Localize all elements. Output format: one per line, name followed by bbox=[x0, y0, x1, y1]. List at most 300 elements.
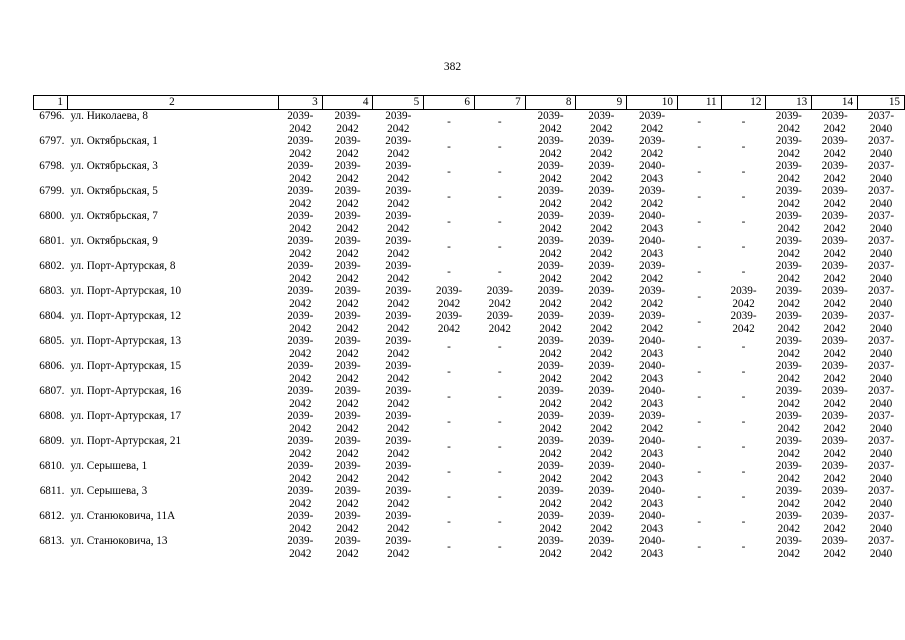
table-cell bbox=[373, 210, 424, 235]
cell-value: - bbox=[741, 141, 746, 153]
row-address: ул. Серышева, 1 bbox=[70, 460, 148, 472]
cell-value: 2039- 2042 bbox=[775, 535, 802, 560]
table-cell bbox=[278, 310, 322, 335]
table-row bbox=[34, 510, 905, 535]
table-cell bbox=[322, 160, 373, 185]
cell-value: - bbox=[741, 366, 746, 378]
table-cell bbox=[576, 435, 627, 460]
cell-value: - bbox=[497, 266, 502, 278]
table-cell bbox=[474, 110, 525, 136]
cell-value: 2039- 2042 bbox=[287, 460, 314, 485]
table-cell bbox=[576, 235, 627, 260]
cell-value: 2039- 2042 bbox=[638, 185, 666, 210]
row-address: ул. Порт-Артурская, 15 bbox=[70, 360, 182, 372]
table-cell bbox=[627, 360, 678, 385]
table-cell bbox=[858, 210, 905, 235]
cell-value: - bbox=[697, 541, 702, 553]
table-cell bbox=[322, 360, 373, 385]
table-cell bbox=[373, 235, 424, 260]
table-cell bbox=[474, 310, 525, 335]
table-cell bbox=[278, 185, 322, 210]
table-cell bbox=[858, 485, 905, 510]
cell-value: 2039- 2042 bbox=[821, 135, 848, 160]
table-cell bbox=[677, 335, 721, 360]
cell-value: 2039- 2042 bbox=[334, 210, 361, 235]
cell-value: 2039- 2042 bbox=[537, 110, 564, 135]
table-cell bbox=[525, 335, 576, 360]
cell-value: 2039- 2042 bbox=[287, 335, 314, 360]
column-header: 6 bbox=[424, 96, 475, 110]
cell-value: - bbox=[497, 491, 502, 503]
table-row bbox=[34, 335, 905, 360]
cell-value: 2037- 2040 bbox=[867, 160, 895, 185]
table-cell bbox=[373, 360, 424, 385]
table-cell bbox=[474, 385, 525, 410]
cell-value: 2039- 2042 bbox=[385, 335, 412, 360]
table-cell bbox=[322, 185, 373, 210]
row-number: 6808. bbox=[39, 410, 65, 422]
table-row bbox=[34, 460, 905, 485]
table-cell bbox=[627, 210, 678, 235]
table-cell bbox=[721, 285, 766, 310]
row-address: ул. Станюковича, 11А bbox=[70, 510, 176, 522]
table-cell bbox=[677, 535, 721, 560]
table-cell bbox=[721, 435, 766, 460]
table-cell bbox=[278, 460, 322, 485]
table-cell bbox=[278, 260, 322, 285]
cell-value: 2039- 2042 bbox=[638, 260, 666, 285]
table-cell bbox=[525, 135, 576, 160]
column-header: 11 bbox=[677, 96, 721, 110]
cell-value: 2040- 2043 bbox=[638, 360, 666, 385]
cell-value: 2039- 2042 bbox=[537, 510, 564, 535]
table-cell bbox=[677, 410, 721, 435]
cell-value: 2039- 2042 bbox=[588, 185, 615, 210]
table-cell bbox=[373, 310, 424, 335]
table-cell bbox=[721, 410, 766, 435]
cell-value: 2039- 2042 bbox=[638, 410, 666, 435]
table-cell bbox=[766, 185, 812, 210]
cell-value: 2039- 2042 bbox=[775, 235, 802, 260]
row-number: 6798. bbox=[39, 160, 65, 172]
cell-value: - bbox=[447, 341, 451, 353]
cell-value: 2037- 2040 bbox=[867, 410, 895, 435]
cell-value: 2039- 2042 bbox=[821, 235, 848, 260]
table-cell bbox=[525, 460, 576, 485]
table-cell bbox=[474, 510, 525, 535]
table-cell bbox=[721, 310, 766, 335]
table-cell bbox=[278, 535, 322, 560]
cell-value: 2039- 2042 bbox=[775, 435, 802, 460]
cell-value: 2039- 2042 bbox=[588, 485, 615, 510]
cell-value: - bbox=[697, 216, 702, 228]
cell-value: - bbox=[741, 416, 746, 428]
table-cell bbox=[424, 160, 475, 185]
cell-value: - bbox=[741, 391, 746, 403]
table-cell bbox=[858, 460, 905, 485]
row-address: ул. Николаева, 8 bbox=[70, 110, 148, 122]
table-cell bbox=[278, 360, 322, 385]
table-cell bbox=[424, 460, 475, 485]
table-cell bbox=[525, 210, 576, 235]
table-cell bbox=[721, 210, 766, 235]
cell-value: 2039- 2042 bbox=[537, 135, 564, 160]
table-cell bbox=[721, 335, 766, 360]
table-cell bbox=[812, 285, 858, 310]
table-cell bbox=[322, 335, 373, 360]
cell-value: - bbox=[497, 241, 502, 253]
cell-value: 2039- 2042 bbox=[588, 135, 615, 160]
table-cell bbox=[474, 160, 525, 185]
table-cell bbox=[677, 385, 721, 410]
table-cell bbox=[373, 110, 424, 136]
table-cell bbox=[812, 185, 858, 210]
table-row bbox=[34, 235, 905, 260]
table-cell bbox=[373, 435, 424, 460]
table-cell bbox=[858, 360, 905, 385]
table-cell bbox=[858, 410, 905, 435]
table-cell bbox=[322, 110, 373, 136]
table-cell bbox=[766, 535, 812, 560]
cell-value: - bbox=[697, 491, 702, 503]
cell-value: 2037- 2040 bbox=[867, 285, 895, 310]
cell-value: 2039- 2042 bbox=[821, 435, 848, 460]
table-cell bbox=[677, 460, 721, 485]
cell-value: 2040- 2043 bbox=[638, 460, 666, 485]
cell-value: 2039- 2042 bbox=[775, 410, 802, 435]
cell-value: 2039- 2042 bbox=[588, 110, 615, 135]
cell-value: - bbox=[741, 191, 746, 203]
table-cell bbox=[525, 185, 576, 210]
column-header: 10 bbox=[627, 96, 678, 110]
table-cell bbox=[721, 235, 766, 260]
table-row bbox=[34, 110, 905, 136]
table-cell bbox=[424, 135, 475, 160]
cell-value: 2039- 2042 bbox=[821, 110, 848, 135]
table-cell bbox=[373, 335, 424, 360]
table-cell bbox=[627, 285, 678, 310]
cell-value: - bbox=[497, 366, 502, 378]
table-cell bbox=[858, 310, 905, 335]
cell-value: 2039- 2042 bbox=[334, 385, 361, 410]
cell-value: 2039- 2042 bbox=[334, 460, 361, 485]
table-cell bbox=[424, 235, 475, 260]
cell-value: - bbox=[741, 341, 746, 353]
cell-value: - bbox=[447, 466, 451, 478]
cell-value: - bbox=[741, 116, 746, 128]
table-cell bbox=[278, 110, 322, 136]
table-cell bbox=[812, 485, 858, 510]
cell-value: 2039- 2042 bbox=[588, 335, 615, 360]
table-cell bbox=[812, 335, 858, 360]
table-row bbox=[34, 160, 905, 185]
cell-value: 2039- 2042 bbox=[287, 260, 314, 285]
table-cell bbox=[766, 310, 812, 335]
cell-value: 2039- 2042 bbox=[638, 285, 666, 310]
cell-value: 2039- 2042 bbox=[287, 135, 314, 160]
cell-value: - bbox=[697, 141, 702, 153]
cell-value: 2039- 2042 bbox=[588, 260, 615, 285]
row-address: ул. Октябрьская, 5 bbox=[70, 185, 158, 197]
cell-value: 2039- 2042 bbox=[385, 285, 412, 310]
cell-value: 2039- 2042 bbox=[486, 285, 513, 310]
table-cell bbox=[858, 535, 905, 560]
cell-value: 2039- 2042 bbox=[775, 310, 802, 335]
cell-value: - bbox=[741, 216, 746, 228]
table-cell bbox=[278, 160, 322, 185]
table-cell bbox=[576, 510, 627, 535]
table-cell bbox=[424, 210, 475, 235]
cell-value: - bbox=[447, 266, 451, 278]
cell-value: - bbox=[497, 341, 502, 353]
row-number: 6807. bbox=[39, 385, 65, 397]
row-number: 6796. bbox=[39, 110, 65, 122]
cell-value: - bbox=[447, 216, 451, 228]
table-cell bbox=[812, 235, 858, 260]
cell-value: - bbox=[697, 516, 702, 528]
cell-value: 2039- 2042 bbox=[821, 460, 848, 485]
cell-value: - bbox=[497, 191, 502, 203]
cell-value: 2039- 2042 bbox=[638, 310, 666, 335]
table-cell bbox=[812, 460, 858, 485]
table-cell bbox=[278, 485, 322, 510]
cell-value: 2039- 2042 bbox=[588, 535, 615, 560]
table-cell bbox=[812, 385, 858, 410]
table-cell bbox=[677, 285, 721, 310]
cell-value: 2039- 2042 bbox=[588, 460, 615, 485]
column-header: 13 bbox=[766, 96, 812, 110]
table-cell bbox=[677, 360, 721, 385]
cell-value: 2037- 2040 bbox=[867, 185, 895, 210]
row-address: ул. Порт-Артурская, 17 bbox=[70, 410, 182, 422]
cell-value: 2040- 2043 bbox=[638, 485, 666, 510]
cell-value: 2039- 2042 bbox=[385, 435, 412, 460]
table-cell bbox=[766, 235, 812, 260]
table-row bbox=[34, 310, 905, 335]
table-cell bbox=[576, 260, 627, 285]
table-cell bbox=[424, 285, 475, 310]
cell-value: 2040- 2043 bbox=[638, 235, 666, 260]
document-table bbox=[33, 95, 905, 560]
table-cell bbox=[322, 285, 373, 310]
column-header: 9 bbox=[576, 96, 627, 110]
cell-value: 2039- 2042 bbox=[537, 535, 564, 560]
cell-value: 2039- 2042 bbox=[588, 310, 615, 335]
cell-value: 2039- 2042 bbox=[385, 310, 412, 335]
table-cell bbox=[525, 385, 576, 410]
cell-value: 2039- 2042 bbox=[588, 235, 615, 260]
table-cell bbox=[721, 260, 766, 285]
table-cell bbox=[576, 460, 627, 485]
table-row bbox=[34, 260, 905, 285]
row-number: 6806. bbox=[39, 360, 65, 372]
table-row bbox=[34, 360, 905, 385]
cell-value: 2039- 2042 bbox=[537, 285, 564, 310]
table-cell bbox=[627, 410, 678, 435]
table-cell bbox=[766, 285, 812, 310]
cell-value: 2039- 2042 bbox=[385, 160, 412, 185]
cell-value: 2039- 2042 bbox=[287, 185, 314, 210]
cell-value: 2039- 2042 bbox=[385, 510, 412, 535]
cell-value: 2039- 2042 bbox=[287, 535, 314, 560]
table-cell bbox=[766, 135, 812, 160]
table-cell bbox=[766, 435, 812, 460]
table-cell bbox=[278, 435, 322, 460]
cell-value: 2040- 2043 bbox=[638, 385, 666, 410]
table-cell bbox=[373, 385, 424, 410]
column-header: 4 bbox=[322, 96, 373, 110]
cell-value: 2039- 2042 bbox=[287, 310, 314, 335]
table-cell bbox=[627, 110, 678, 136]
table-cell bbox=[474, 260, 525, 285]
table-cell bbox=[474, 285, 525, 310]
cell-value: 2039- 2042 bbox=[537, 185, 564, 210]
cell-value: 2039- 2042 bbox=[775, 385, 802, 410]
table-cell bbox=[858, 510, 905, 535]
table-cell bbox=[812, 210, 858, 235]
cell-value: 2037- 2040 bbox=[867, 110, 895, 135]
row-number: 6810. bbox=[39, 460, 65, 472]
cell-value: 2039- 2042 bbox=[334, 535, 361, 560]
cell-value: 2039- 2042 bbox=[287, 160, 314, 185]
table-cell bbox=[677, 435, 721, 460]
table-cell bbox=[766, 160, 812, 185]
cell-value: 2039- 2042 bbox=[287, 510, 314, 535]
cell-value: 2037- 2040 bbox=[867, 135, 895, 160]
cell-value: 2039- 2042 bbox=[334, 185, 361, 210]
table-cell bbox=[576, 310, 627, 335]
table-row bbox=[34, 435, 905, 460]
cell-value: - bbox=[447, 491, 451, 503]
table-cell bbox=[677, 235, 721, 260]
cell-value: - bbox=[447, 366, 451, 378]
cell-value: 2039- 2042 bbox=[537, 235, 564, 260]
cell-value: 2039- 2042 bbox=[588, 510, 615, 535]
table-cell bbox=[278, 135, 322, 160]
cell-value: 2039- 2042 bbox=[334, 235, 361, 260]
cell-value: - bbox=[741, 516, 746, 528]
row-address: ул. Октябрьская, 7 bbox=[70, 210, 158, 222]
table-cell bbox=[373, 410, 424, 435]
cell-value: - bbox=[741, 541, 746, 553]
cell-value: - bbox=[697, 391, 702, 403]
cell-value: 2039- 2042 bbox=[334, 260, 361, 285]
row-address: ул. Порт-Артурская, 13 bbox=[70, 335, 182, 347]
table-cell bbox=[766, 485, 812, 510]
table-cell bbox=[766, 260, 812, 285]
cell-value: 2039- 2042 bbox=[385, 185, 412, 210]
cell-value: 2039- 2042 bbox=[287, 360, 314, 385]
cell-value: 2039- 2042 bbox=[287, 210, 314, 235]
cell-value: - bbox=[497, 541, 502, 553]
table-cell bbox=[474, 210, 525, 235]
cell-value: 2039- 2042 bbox=[537, 485, 564, 510]
cell-value: 2039- 2042 bbox=[775, 210, 802, 235]
cell-value: 2039- 2042 bbox=[638, 110, 666, 135]
table-cell bbox=[576, 135, 627, 160]
table-cell bbox=[373, 485, 424, 510]
row-number: 6804. bbox=[39, 310, 65, 322]
cell-value: - bbox=[741, 166, 746, 178]
table-cell bbox=[474, 460, 525, 485]
cell-value: - bbox=[447, 166, 451, 178]
table-cell bbox=[576, 360, 627, 385]
table-cell bbox=[373, 160, 424, 185]
table-cell bbox=[858, 135, 905, 160]
cell-value: 2039- 2042 bbox=[385, 485, 412, 510]
cell-value: 2039- 2042 bbox=[385, 110, 412, 135]
table-cell bbox=[766, 460, 812, 485]
cell-value: 2039- 2042 bbox=[775, 510, 802, 535]
table-cell bbox=[424, 535, 475, 560]
cell-value: - bbox=[741, 441, 746, 453]
cell-value: - bbox=[497, 116, 502, 128]
cell-value: 2039- 2042 bbox=[821, 360, 848, 385]
table-cell bbox=[576, 485, 627, 510]
cell-value: 2039- 2042 bbox=[588, 410, 615, 435]
cell-value: - bbox=[447, 416, 451, 428]
table-cell bbox=[858, 435, 905, 460]
table-cell bbox=[721, 160, 766, 185]
cell-value: - bbox=[497, 166, 502, 178]
cell-value: 2039- 2042 bbox=[334, 410, 361, 435]
table-cell bbox=[766, 410, 812, 435]
table-cell bbox=[278, 510, 322, 535]
row-address: ул. Октябрьская, 9 bbox=[70, 235, 158, 247]
row-address: ул. Порт-Артурская, 10 bbox=[70, 285, 182, 297]
cell-value: 2037- 2040 bbox=[867, 260, 895, 285]
table-cell bbox=[373, 460, 424, 485]
table-cell bbox=[424, 385, 475, 410]
cell-value: - bbox=[697, 191, 702, 203]
cell-value: 2039- 2042 bbox=[537, 360, 564, 385]
cell-value: - bbox=[497, 441, 502, 453]
cell-value: 2037- 2040 bbox=[867, 385, 895, 410]
table-cell bbox=[721, 460, 766, 485]
table-cell bbox=[576, 210, 627, 235]
row-address: ул. Порт-Артурская, 21 bbox=[70, 435, 182, 447]
row-address: ул. Станюковича, 13 bbox=[70, 535, 168, 547]
cell-value: 2039- 2042 bbox=[287, 285, 314, 310]
table-cell bbox=[322, 435, 373, 460]
table-cell bbox=[677, 260, 721, 285]
cell-value: 2040- 2043 bbox=[638, 210, 666, 235]
row-number: 6809. bbox=[39, 435, 65, 447]
row-address: ул. Октябрьская, 1 bbox=[70, 135, 158, 147]
table-cell bbox=[576, 335, 627, 360]
table-cell bbox=[525, 435, 576, 460]
cell-value: - bbox=[741, 491, 746, 503]
cell-value: 2039- 2042 bbox=[821, 310, 848, 335]
table-cell bbox=[766, 110, 812, 136]
table-cell bbox=[812, 110, 858, 136]
table-cell bbox=[858, 160, 905, 185]
cell-value: 2039- 2042 bbox=[775, 110, 802, 135]
table-cell bbox=[858, 385, 905, 410]
cell-value: 2039- 2042 bbox=[775, 360, 802, 385]
table-cell bbox=[322, 410, 373, 435]
cell-value: 2039- 2042 bbox=[537, 160, 564, 185]
cell-value: - bbox=[697, 316, 702, 328]
cell-value: - bbox=[697, 116, 702, 128]
cell-value: 2039- 2042 bbox=[821, 185, 848, 210]
cell-value: 2039- 2042 bbox=[588, 360, 615, 385]
cell-value: 2039- 2042 bbox=[385, 135, 412, 160]
table-cell bbox=[474, 235, 525, 260]
cell-value: 2037- 2040 bbox=[867, 460, 895, 485]
table-cell bbox=[474, 335, 525, 360]
cell-value: 2039- 2042 bbox=[287, 110, 314, 135]
